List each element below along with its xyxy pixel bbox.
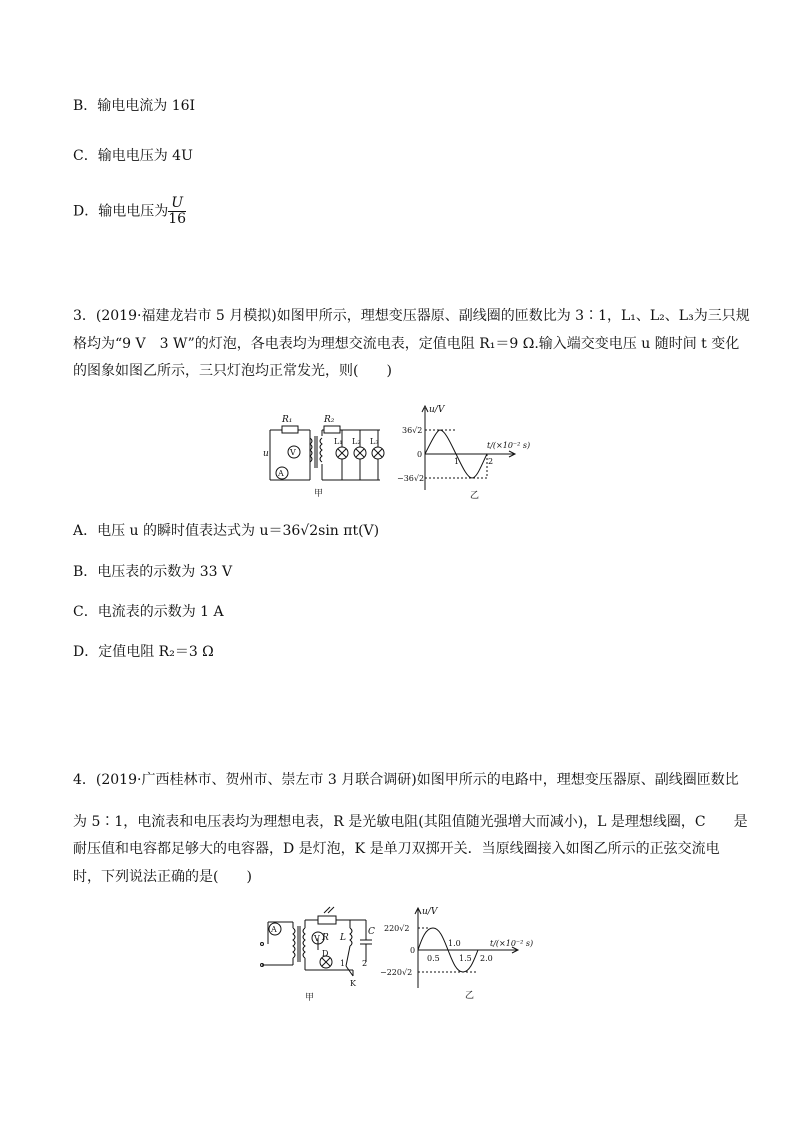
- lamp-l3-icon: [372, 447, 384, 459]
- label-r1: R₁: [282, 415, 293, 425]
- origin-label: 0: [417, 450, 423, 459]
- label-v: V: [314, 934, 320, 943]
- q3-circuit-diagram: [262, 410, 392, 500]
- tick-label-1: 1: [454, 457, 460, 466]
- y-axis-label: u/V: [429, 405, 445, 415]
- lamp-l1-icon: [336, 447, 348, 459]
- caption-yi: 乙: [470, 491, 480, 501]
- ymax-label: 36√2: [402, 426, 423, 435]
- q4-stem-line-2: 为 5∶1，电流表和电压表均为理想电表，R 是光敏电阻(其阻值随光强增大而减小)，L 是理想线圈，C 是: [73, 814, 748, 830]
- resistor-r1-icon: [282, 426, 298, 433]
- label-d: D: [322, 949, 329, 958]
- label-a: A: [271, 925, 277, 934]
- label-v: V: [290, 448, 296, 457]
- ymin-label: −220√2: [380, 968, 413, 977]
- inductor-l-icon: [350, 928, 352, 946]
- secondary-coil-icon: [320, 438, 322, 462]
- q4-stem-line-1: 4．(2019·广西桂林市、贺州市、崇左市 3 月联合调研)如图甲所示的电路中，理想变压器原、副线圈匝数比: [73, 772, 739, 788]
- q2-option-c: C．输电电压为 4U: [73, 148, 193, 164]
- label-l1: L₁: [334, 437, 343, 446]
- label-a: A: [278, 469, 284, 478]
- q3-stem-line-2: 格均为“9 V 3 W”的灯泡，各电表均为理想交流电表，定值电阻 R₁＝9 Ω.输入端交变电压 u 随时间 t 变化: [73, 336, 740, 352]
- q3-option-b: B．电压表的示数为 33 V: [73, 564, 233, 580]
- lamp-l2-icon: [354, 447, 366, 459]
- tick-label-2-0: 2.0: [480, 954, 493, 963]
- q3-option-d: D．定值电阻 R₂＝3 Ω: [73, 644, 214, 660]
- tick-label-0-5: 0.5: [427, 954, 440, 963]
- q3-stem-line-1: 3．(2019·福建龙岩市 5 月模拟)如图甲所示，理想变压器原、副线圈的匝数比为 3∶1，L₁、L₂、L₃为三只规: [73, 308, 750, 324]
- y-axis-label: u/V: [422, 907, 438, 917]
- caption-yi: 乙: [465, 991, 475, 1001]
- q2-option-b: B．输电电流为 16I: [73, 98, 196, 114]
- label-r: R: [322, 933, 329, 943]
- tick-label-1-0: 1.0: [448, 939, 461, 948]
- caption-jia: 甲: [314, 489, 324, 499]
- secondary-coil-icon: [303, 928, 305, 958]
- label-l3: L₃: [370, 437, 379, 446]
- resistor-r-icon: [318, 916, 336, 924]
- fraction-denominator: 16: [168, 211, 187, 227]
- resistor-r2-icon: [324, 426, 340, 433]
- q4-circuit-diagram: [258, 910, 388, 1005]
- tick-label-2: 2: [488, 457, 494, 466]
- q4-waveform-graph: [378, 900, 548, 1008]
- ymax-label: 220√2: [384, 924, 410, 933]
- primary-coil-icon: [293, 928, 295, 958]
- label-k: K: [350, 979, 356, 988]
- caption-jia: 甲: [305, 993, 315, 1003]
- input-terminal-icon: [261, 943, 264, 946]
- origin-label: 0: [410, 946, 416, 955]
- q3-option-c: C．电流表的示数为 1 A: [73, 604, 224, 620]
- q3-waveform-graph: [395, 400, 545, 502]
- label-u: u: [263, 449, 269, 459]
- label-l2: L₂: [352, 437, 361, 446]
- fraction-numerator: U: [168, 196, 186, 212]
- tick-label-1-5: 1.5: [459, 954, 472, 963]
- label-l: L: [340, 933, 346, 943]
- q4-stem-line-4: 时，下列说法正确的是( ): [73, 869, 252, 885]
- q3-option-a: A．电压 u 的瞬时值表达式为 u＝36√2sin πt(V): [73, 523, 380, 539]
- label-c: C: [368, 927, 375, 937]
- q3-stem-line-3: 的图象如图乙所示，三只灯泡均正常发光，则( ): [73, 363, 392, 379]
- q2-option-d-fraction: [168, 196, 186, 227]
- x-axis-label: t/(×10⁻² s): [487, 441, 531, 450]
- q2-option-d-prefix: D．输电电压为: [73, 203, 169, 220]
- label-switch-2: 2: [362, 959, 368, 968]
- q2-option-d: [73, 196, 186, 227]
- label-switch-1: 1: [340, 959, 346, 968]
- x-axis-label: t/(×10⁻² s): [490, 939, 534, 948]
- switch-k-icon: [346, 966, 353, 976]
- label-r2: R₂: [324, 415, 335, 425]
- q4-stem-line-3: 耐压值和电容都足够大的电容器，D 是灯泡，K 是单刀双掷开关．当原线圈接入如图乙所示的正弦交流电: [73, 841, 720, 857]
- ymin-label: −36√2: [397, 474, 425, 483]
